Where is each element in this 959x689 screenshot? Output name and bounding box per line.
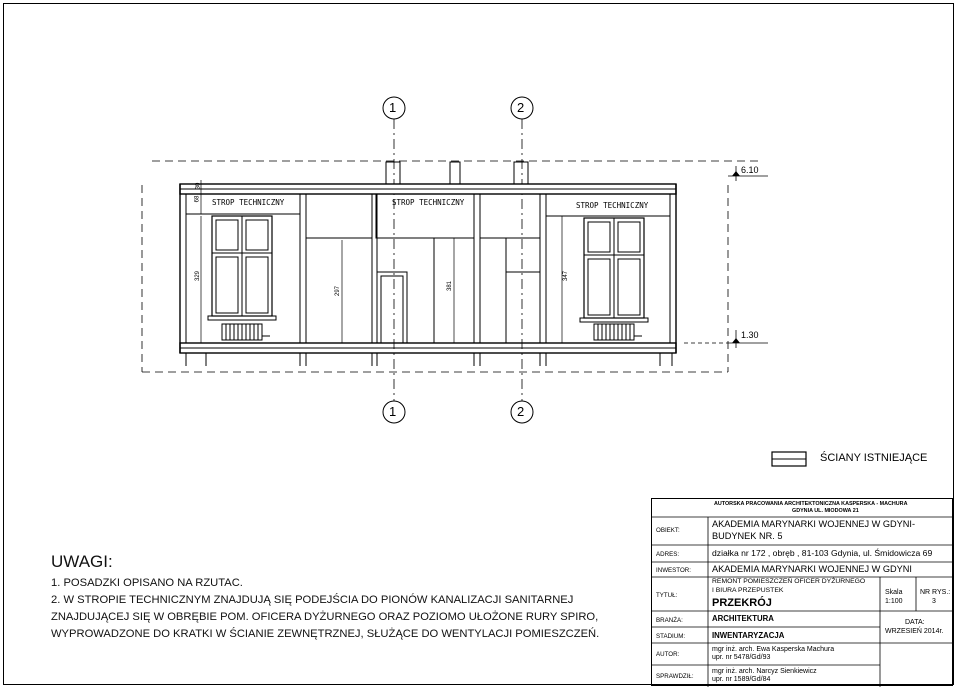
skala-label: Skala bbox=[885, 589, 903, 596]
autor-label: AUTOR: bbox=[656, 651, 680, 658]
title-block bbox=[651, 498, 953, 686]
sprawdzil-value-2: upr. nr 1589/Gd/84 bbox=[712, 676, 771, 683]
section-label-right: STROP TECHNICZNY bbox=[576, 201, 649, 210]
notes-line-1: 1. POSADZKI OPISANO NA RZUTAC. bbox=[51, 577, 243, 589]
inwestor-label: INWESTOR: bbox=[656, 567, 691, 574]
adres-label: ADRES: bbox=[656, 551, 680, 558]
dim-30: 30 bbox=[195, 182, 202, 190]
firm-line-1: AUTORSKA PRACOWANIA ARCHITEKTONICZNA KASPERSKA - MACHURA bbox=[714, 501, 908, 507]
radiator-right bbox=[594, 324, 642, 340]
legend-label: ŚCIANY ISTNIEJĄCE bbox=[820, 452, 928, 464]
level-lower: 1.30 bbox=[741, 330, 759, 340]
radiator-left bbox=[222, 324, 270, 340]
branza-value: ARCHITEKTURA bbox=[712, 614, 774, 623]
notes-line-2: 2. W STROPIE TECHNICZNYM ZNAJDUJĄ SIĘ PODEJŚCIA DO PIONÓW KANALIZACJI SANITARNEJ bbox=[51, 594, 574, 606]
tytul-label: TYTUŁ: bbox=[656, 592, 678, 599]
dim-381: 381 bbox=[447, 280, 454, 292]
axis-label-bottom-2: 2 bbox=[517, 404, 525, 419]
axis-label-top-1: 1 bbox=[389, 100, 397, 115]
adres-value: działka nr 172 , obręb , 81-103 Gdynia, ul. Śmidowicza 69 bbox=[712, 548, 933, 558]
dim-68: 68 bbox=[194, 195, 201, 203]
notes-title: UWAGI: bbox=[51, 552, 113, 571]
axis-label-top-2: 2 bbox=[517, 100, 525, 115]
notes-block bbox=[51, 552, 599, 643]
notes-line-4: WYPROWADZONE DO KRATKI W ŚCIANIE ZEWNĘTRZNEJ, SŁUŻĄCE DO WENTYLACJI POMIESZCZEŃ. bbox=[51, 628, 600, 640]
level-upper: 6.10 bbox=[741, 165, 759, 175]
inwestor-value: AKADEMIA MARYNARKI WOJENNEJ W GDYNI bbox=[712, 564, 912, 574]
tytul-value-2: I BIURA PRZEPUSTEK bbox=[712, 587, 784, 594]
skala-value: 1:100 bbox=[885, 598, 903, 605]
sprawdzil-value-1: mgr inż. arch. Narcyz Sienkiewicz bbox=[712, 668, 817, 675]
nr-rys-label: NR RYS.: bbox=[920, 589, 951, 596]
firm-line-2: GDYNIA UL. MIODOWA 21 bbox=[792, 508, 859, 514]
tytul-value-1: REMONT POMIESZCZEŃ OFICER DYŻURNEGO bbox=[712, 578, 866, 585]
data-label: DATA: bbox=[905, 619, 925, 626]
axis-label-bottom-1: 1 bbox=[389, 404, 397, 419]
obiekt-value-1: AKADEMIA MARYNARKI WOJENNEJ W GDYNI- bbox=[712, 519, 915, 529]
autor-value-2: upr. nr 5478/Gd/93 bbox=[712, 654, 771, 661]
autor-value-1: mgr inż. arch. Ewa Kasperska Machura bbox=[712, 646, 835, 653]
section-label-left: STROP TECHNICZNY bbox=[212, 198, 285, 207]
tytul-value-3: PRZEKRÓJ bbox=[712, 597, 772, 609]
sprawdzil-label: SPRAWDZIŁ: bbox=[656, 673, 694, 680]
stadium-value: INWENTARYZACJA bbox=[712, 631, 785, 640]
data-value: WRZESIEŃ 2014r. bbox=[885, 628, 944, 635]
dim-347: 347 bbox=[563, 270, 570, 282]
dim-297: 297 bbox=[335, 285, 342, 297]
obiekt-value-2: BUDYNEK NR. 5 bbox=[712, 531, 783, 541]
nr-rys-value: 3 bbox=[932, 598, 936, 605]
obiekt-label: OBIEKT: bbox=[656, 527, 680, 534]
notes-line-3: ZNAJDUJĄCEJ SIĘ W OBRĘBIE POM. OFICERA DYŻURNEGO ORAZ POZIOMO UŁOŻONE RURY SPIRO, bbox=[51, 611, 599, 623]
section-label-middle: STROP TECHNICZNY bbox=[392, 198, 465, 207]
dim-329: 329 bbox=[195, 270, 202, 282]
branza-label: BRANŻA: bbox=[656, 617, 683, 624]
stadium-label: STADIUM: bbox=[656, 633, 686, 640]
